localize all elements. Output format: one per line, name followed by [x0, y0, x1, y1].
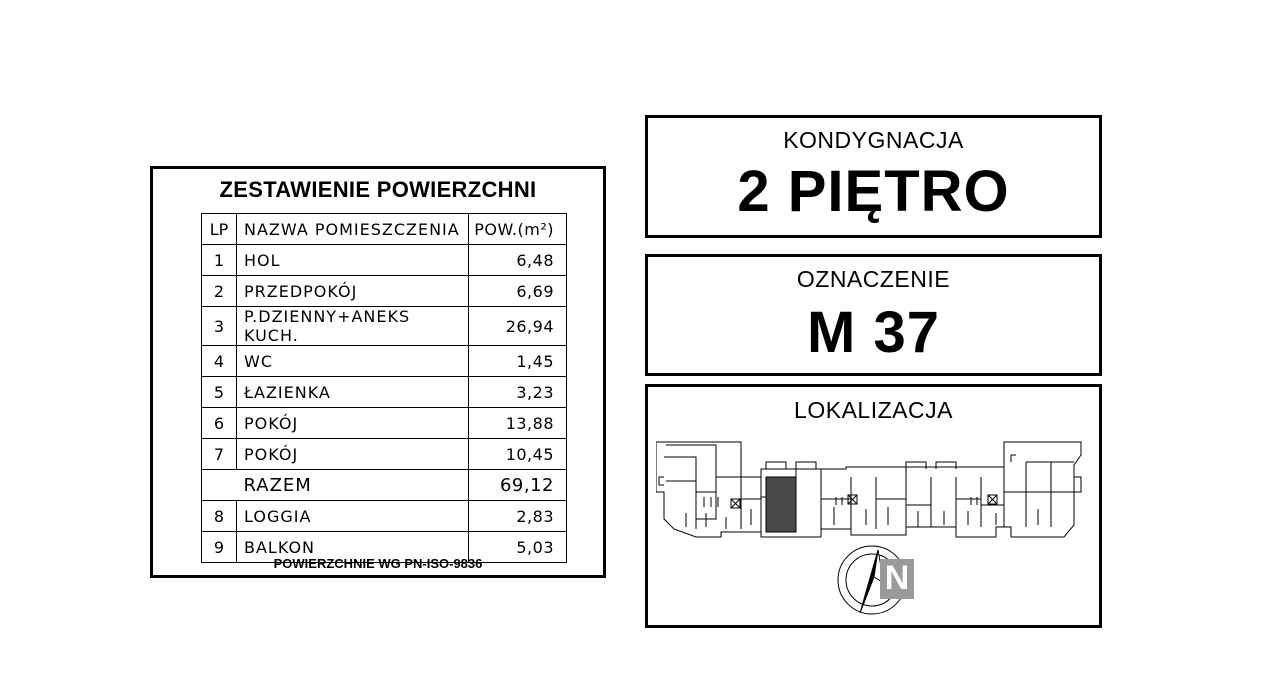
row-lp: 8 — [202, 501, 237, 532]
table-row — [202, 307, 567, 346]
total-area: 69,12 — [469, 470, 567, 501]
row-name: LOGGIA — [237, 501, 469, 532]
row-name: POKÓJ — [237, 408, 469, 439]
building-floor-plan — [656, 442, 1081, 537]
row-lp: 1 — [202, 245, 237, 276]
row-lp: 5 — [202, 377, 237, 408]
location-panel — [645, 384, 1102, 628]
row-name: PRZEDPOKÓJ — [237, 276, 469, 307]
header-lp: LP — [202, 214, 237, 245]
row-name: HOL — [237, 245, 469, 276]
row-lp: 9 — [202, 532, 237, 563]
total-label: RAZEM — [237, 470, 469, 501]
floor-value: 2 PIĘTRO — [737, 159, 1010, 224]
area-standard-footnote: POWIERZCHNIE WG PN-ISO-9836 — [273, 556, 483, 571]
area-summary-title: ZESTAWIENIE POWIERZCHNI — [219, 177, 537, 202]
row-name: BALKON — [237, 532, 469, 563]
header-area: POW.(m²) — [469, 214, 567, 245]
row-lp: 6 — [202, 408, 237, 439]
row-area: 13,88 — [469, 408, 567, 439]
compass-letter: N — [884, 559, 910, 597]
location-label: LOKALIZACJA — [794, 397, 953, 423]
header-name: NAZWA POMIESZCZENIA — [237, 214, 469, 245]
area-table — [201, 213, 567, 563]
row-area: 10,45 — [469, 439, 567, 470]
location-plan-drawing — [656, 437, 1092, 617]
table-row — [202, 276, 567, 307]
table-row — [202, 501, 567, 532]
row-name: WC — [237, 346, 469, 377]
row-lp: 4 — [202, 346, 237, 377]
designation-label: OZNACZENIE — [796, 266, 951, 292]
row-area: 2,83 — [469, 501, 567, 532]
row-name: POKÓJ — [237, 439, 469, 470]
floor-label: KONDYGNACJA — [783, 127, 964, 153]
row-lp: 3 — [202, 307, 237, 346]
total-row — [202, 470, 567, 501]
floor-panel — [645, 115, 1102, 238]
row-lp: 7 — [202, 439, 237, 470]
row-area: 26,94 — [469, 307, 567, 346]
table-row — [202, 408, 567, 439]
table-header-row — [202, 214, 567, 245]
table-row — [202, 245, 567, 276]
row-area: 5,03 — [469, 532, 567, 563]
total-lp-cell — [202, 470, 237, 501]
table-row — [202, 377, 567, 408]
row-area: 6,48 — [469, 245, 567, 276]
compass-icon — [838, 546, 914, 614]
area-summary-panel — [150, 166, 606, 578]
row-area: 1,45 — [469, 346, 567, 377]
row-area: 6,69 — [469, 276, 567, 307]
designation-value: M 37 — [807, 300, 940, 365]
row-name: P.DZIENNY+ANEKS KUCH. — [237, 307, 469, 346]
row-name: ŁAZIENKA — [237, 377, 469, 408]
designation-panel — [645, 254, 1102, 376]
row-lp: 2 — [202, 276, 237, 307]
table-row — [202, 346, 567, 377]
table-row — [202, 439, 567, 470]
row-area: 3,23 — [469, 377, 567, 408]
apartment-highlight — [766, 477, 796, 532]
